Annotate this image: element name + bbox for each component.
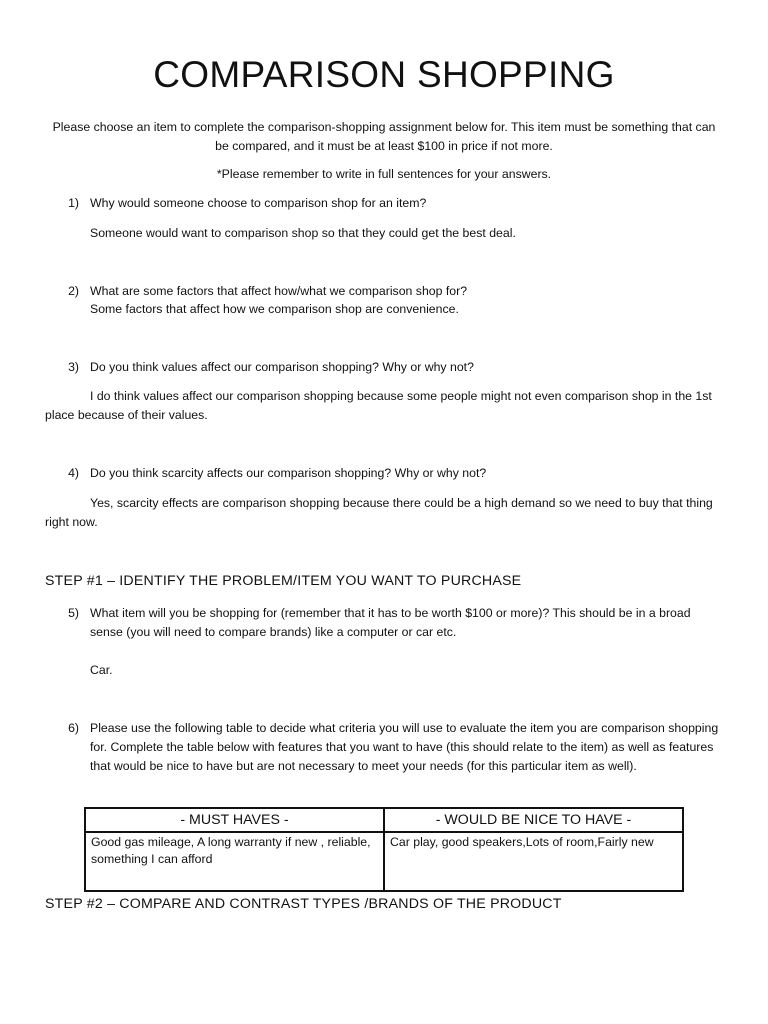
page-title: COMPARISON SHOPPING	[153, 54, 615, 95]
must-haves-header: - MUST HAVES -	[85, 808, 384, 832]
question-text: What item will you be shopping for (remember that it has to be worth $100 or more)? This should be in a broad sense (you will need to compare brands) like a computer or car etc.	[90, 606, 691, 639]
question-text: What are some factors that affect how/what we comparison shop for?	[90, 284, 468, 298]
question-text: Do you think values affect our comparison shopping? Why or why not?	[90, 360, 474, 374]
question-number: 4)	[68, 466, 79, 480]
criteria-table	[84, 807, 684, 892]
nice-to-have-header: - WOULD BE NICE TO HAVE -	[384, 808, 683, 832]
must-haves-cell: Good gas mileage, A long warranty if new , reliable, something I can afford	[85, 832, 384, 891]
question-number: 3)	[68, 360, 79, 374]
answer-text: Someone would want to comparison shop so that they could get the best deal.	[90, 226, 516, 240]
answer-text: I do think values affect our comparison shopping because some people might not even comparison shop in the 1st place because of their values.	[45, 389, 712, 422]
assignment-intro: Please choose an item to complete the comparison-shopping assignment below for. This item must be something that can be compared, and it must be at least $100 in price if not more.	[52, 120, 716, 153]
answer-text: Yes, scarcity effects are comparison shopping because there could be a high demand so we need to buy that thing right now.	[45, 496, 713, 529]
table-row	[85, 832, 683, 891]
step-1-heading: STEP #1 – IDENTIFY THE PROBLEM/ITEM YOU WANT TO PURCHASE	[45, 573, 522, 589]
question-text: Why would someone choose to comparison shop for an item?	[90, 196, 427, 210]
question-number: 2)	[68, 284, 79, 298]
question-text: Please use the following table to decide what criteria you will use to evaluate the item you are comparison shopping for. Complete the table below with features that you want to have (this should relate to the item) as well as features that would be nice to have but are not necessary to meet your needs (for this particular item as well).	[90, 721, 719, 773]
table-header-row	[85, 808, 683, 832]
instructions-note: *Please remember to write in full sentences for your answers.	[216, 167, 552, 181]
question-text: Do you think scarcity affects our comparison shopping? Why or why not?	[90, 466, 487, 480]
step-2-heading: STEP #2 – COMPARE AND CONTRAST TYPES /BRANDS OF THE PRODUCT	[45, 896, 562, 912]
question-number: 1)	[68, 196, 79, 210]
nice-to-have-cell: Car play, good speakers,Lots of room,Fairly new	[384, 832, 683, 891]
answer-text: Car.	[90, 663, 113, 677]
question-number: 6)	[68, 721, 79, 735]
answer-text: Some factors that affect how we comparison shop are convenience.	[90, 302, 459, 316]
question-number: 5)	[68, 606, 79, 620]
